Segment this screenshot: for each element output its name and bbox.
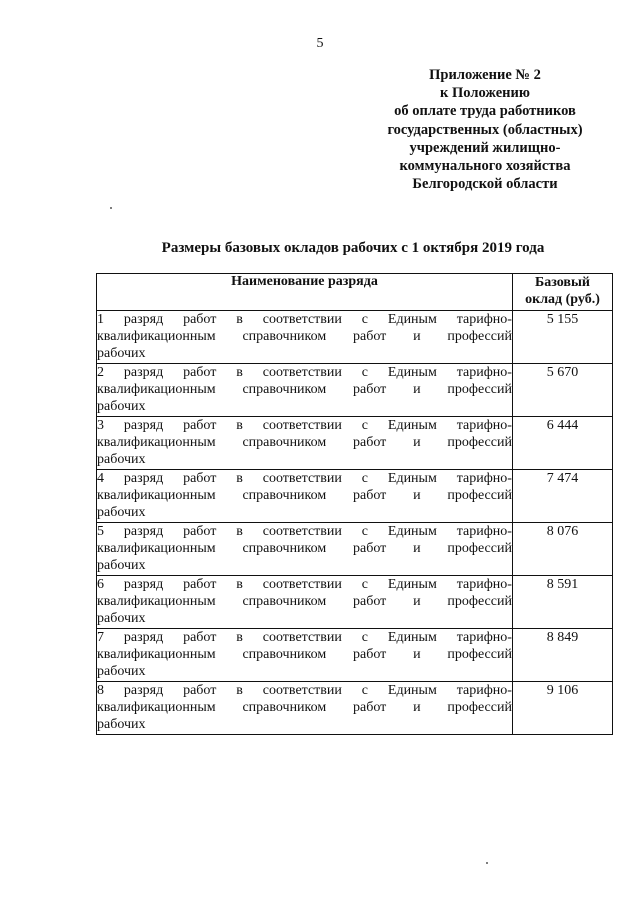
grade-name-line — [97, 576, 512, 593]
grade-name-cell — [97, 364, 513, 417]
base-salary-cell: 8 076 — [513, 523, 613, 576]
grade-word: справочником — [242, 488, 327, 503]
grade-word: работ — [183, 471, 217, 486]
grade-word: соответствии — [262, 683, 342, 698]
grade-name-line — [97, 311, 512, 328]
table-row — [97, 311, 613, 364]
grade-name-line: рабочих — [97, 717, 146, 732]
grade-word: в — [236, 471, 243, 486]
grade-word: квалификационным — [97, 382, 216, 397]
grade-word: квалификационным — [97, 488, 216, 503]
appendix-line: Приложение № 2 — [429, 67, 541, 83]
grade-word: и — [413, 594, 421, 609]
grade-word: с — [361, 418, 368, 433]
grade-word: с — [361, 365, 368, 380]
grade-word: профессий — [447, 594, 512, 609]
base-salary-cell: 5 670 — [513, 364, 613, 417]
grade-word: справочником — [242, 382, 327, 397]
grade-word: и — [413, 700, 421, 715]
grade-name-cell — [97, 311, 513, 364]
grade-name-line — [97, 487, 512, 504]
grade-name-line — [97, 417, 512, 434]
grade-word: Единым — [387, 524, 437, 539]
grade-word: работ — [353, 700, 387, 715]
grade-word: профессий — [447, 435, 512, 450]
grade-word: разряд — [123, 683, 164, 698]
grade-name-cell — [97, 629, 513, 682]
header-name: Наименование разряда — [97, 274, 513, 311]
grade-word: 6 — [97, 577, 104, 592]
scan-speck — [486, 862, 488, 864]
grade-name-line — [97, 593, 512, 610]
grade-word: профессий — [447, 541, 512, 556]
grade-name-line — [97, 434, 512, 451]
grade-name-line: рабочих — [97, 558, 146, 573]
grade-word: Единым — [387, 418, 437, 433]
grade-name-line — [97, 381, 512, 398]
grade-word: тарифно- — [456, 577, 512, 592]
grade-word: профессий — [447, 647, 512, 662]
grade-name-line — [97, 540, 512, 557]
grade-word: Единым — [387, 365, 437, 380]
grade-word: работ — [183, 418, 217, 433]
table-row — [97, 629, 613, 682]
grade-name-line — [97, 699, 512, 716]
grade-name-cell — [97, 682, 513, 735]
grade-word: и — [413, 647, 421, 662]
grade-word: соответствии — [262, 630, 342, 645]
grade-name-line: рабочих — [97, 611, 146, 626]
grade-word: разряд — [123, 312, 164, 327]
grade-word: и — [413, 435, 421, 450]
appendix-header — [335, 66, 635, 193]
grade-word: с — [361, 524, 368, 539]
base-salary-cell: 9 106 — [513, 682, 613, 735]
grade-word: соответствии — [262, 577, 342, 592]
grade-word: соответствии — [262, 524, 342, 539]
grade-word: 3 — [97, 418, 104, 433]
appendix-line: учреждений жилищно- — [409, 139, 561, 156]
grade-word: в — [236, 683, 243, 698]
grade-name-line: рабочих — [97, 399, 146, 414]
grade-word: работ — [353, 329, 387, 344]
grade-word: 7 — [97, 630, 104, 645]
grade-name-line — [97, 328, 512, 345]
grade-word: в — [236, 630, 243, 645]
grade-word: работ — [353, 541, 387, 556]
table-row — [97, 364, 613, 417]
grade-word: соответствии — [262, 365, 342, 380]
grade-word: работ — [183, 577, 217, 592]
table-row — [97, 523, 613, 576]
grade-name-line — [97, 646, 512, 663]
grade-word: профессий — [447, 488, 512, 503]
grade-word: и — [413, 541, 421, 556]
header-salary — [513, 274, 613, 311]
grade-name-cell — [97, 470, 513, 523]
appendix-line: государственных (областных) — [387, 121, 583, 138]
grade-word: работ — [353, 594, 387, 609]
grade-word: Единым — [387, 577, 437, 592]
base-salary-cell: 7 474 — [513, 470, 613, 523]
grade-word: и — [413, 488, 421, 503]
grade-word: тарифно- — [456, 312, 512, 327]
grade-name-cell — [97, 417, 513, 470]
page-number: 5 — [316, 36, 324, 51]
grade-word: 8 — [97, 683, 104, 698]
grade-word: справочником — [242, 541, 327, 556]
appendix-line: об оплате труда работников — [394, 103, 576, 120]
base-salary-cell: 8 849 — [513, 629, 613, 682]
table-header-row — [97, 274, 613, 311]
grade-word: разряд — [123, 365, 164, 380]
table-row — [97, 682, 613, 735]
grade-word: работ — [353, 647, 387, 662]
grade-word: справочником — [242, 435, 327, 450]
grade-word: соответствии — [262, 312, 342, 327]
grade-word: с — [361, 312, 368, 327]
grade-word: Единым — [387, 312, 437, 327]
grade-word: работ — [353, 382, 387, 397]
grade-word: разряд — [123, 418, 164, 433]
grade-word: в — [236, 418, 243, 433]
scan-speck — [110, 207, 112, 209]
appendix-line: коммунального хозяйства — [399, 158, 571, 175]
grade-word: соответствии — [262, 471, 342, 486]
grade-word: квалификационным — [97, 594, 216, 609]
grade-word: и — [413, 329, 421, 344]
grade-name-line: рабочих — [97, 505, 146, 520]
grade-word: справочником — [242, 329, 327, 344]
header-salary-line: оклад (руб.) — [525, 292, 600, 307]
grade-word: квалификационным — [97, 700, 216, 715]
grade-name-line — [97, 682, 512, 699]
grade-word: квалификационным — [97, 647, 216, 662]
grade-name-line: рабочих — [97, 452, 146, 467]
grade-word: квалификационным — [97, 329, 216, 344]
salary-table — [96, 273, 613, 735]
grade-name-line — [97, 523, 512, 540]
grade-word: профессий — [447, 329, 512, 344]
grade-word: соответствии — [262, 418, 342, 433]
table-row — [97, 576, 613, 629]
grade-word: 2 — [97, 365, 104, 380]
grade-name-line: рабочих — [97, 346, 146, 361]
grade-word: разряд — [123, 471, 164, 486]
grade-word: тарифно- — [456, 418, 512, 433]
grade-word: профессий — [447, 382, 512, 397]
grade-word: с — [361, 471, 368, 486]
grade-word: и — [413, 382, 421, 397]
grade-word: разряд — [123, 524, 164, 539]
grade-word: тарифно- — [456, 471, 512, 486]
grade-word: работ — [183, 365, 217, 380]
grade-word: справочником — [242, 594, 327, 609]
grade-name-cell — [97, 576, 513, 629]
table-row — [97, 417, 613, 470]
grade-word: работ — [353, 488, 387, 503]
grade-name-line — [97, 629, 512, 646]
grade-word: тарифно- — [456, 524, 512, 539]
grade-word: работ — [353, 435, 387, 450]
grade-word: работ — [183, 683, 217, 698]
grade-word: Единым — [387, 683, 437, 698]
grade-name-cell — [97, 523, 513, 576]
grade-word: тарифно- — [456, 365, 512, 380]
grade-word: разряд — [123, 630, 164, 645]
grade-word: справочником — [242, 647, 327, 662]
grade-word: Единым — [387, 471, 437, 486]
table-title: Размеры базовых окладов рабочих с 1 октября 2019 года — [161, 240, 545, 256]
appendix-line: Белгородской области — [412, 176, 558, 193]
grade-word: работ — [183, 524, 217, 539]
header-salary-line: Базовый — [534, 275, 590, 290]
grade-word: тарифно- — [456, 683, 512, 698]
grade-name-line: рабочих — [97, 664, 146, 679]
appendix-line: к Положению — [440, 85, 530, 102]
grade-name-line — [97, 364, 512, 381]
grade-word: квалификационным — [97, 435, 216, 450]
grade-word: справочником — [242, 700, 327, 715]
grade-word: Единым — [387, 630, 437, 645]
grade-word: с — [361, 577, 368, 592]
grade-word: тарифно- — [456, 630, 512, 645]
grade-word: в — [236, 577, 243, 592]
grade-word: работ — [183, 312, 217, 327]
grade-word: 1 — [97, 312, 104, 327]
table-row — [97, 470, 613, 523]
grade-word: разряд — [123, 577, 164, 592]
grade-word: в — [236, 312, 243, 327]
grade-word: в — [236, 365, 243, 380]
base-salary-cell: 8 591 — [513, 576, 613, 629]
base-salary-cell: 6 444 — [513, 417, 613, 470]
base-salary-cell: 5 155 — [513, 311, 613, 364]
grade-word: квалификационным — [97, 541, 216, 556]
grade-word: работ — [183, 630, 217, 645]
grade-word: с — [361, 683, 368, 698]
grade-word: 5 — [97, 524, 104, 539]
grade-name-line — [97, 470, 512, 487]
grade-word: профессий — [447, 700, 512, 715]
grade-word: 4 — [97, 471, 104, 486]
grade-word: с — [361, 630, 368, 645]
grade-word: в — [236, 524, 243, 539]
